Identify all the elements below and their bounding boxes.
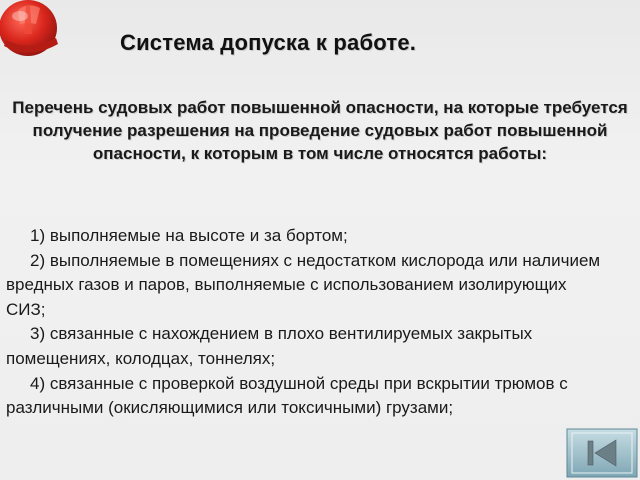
- first-slide-icon[interactable]: [566, 428, 638, 478]
- slide-heading: Перечень судовых работ повышенной опасности, на которые требуется получение разрешения на проведение судовых работ повышенной опасности, к которым в том числе относятся работы:: [12, 98, 628, 163]
- list-item: 1) выполняемые на высоте и за бортом;: [30, 226, 348, 245]
- list-item: 4) связанные с проверкой воздушной среды при вскрытии трюмов с различными (окисляющимися или токсичными) грузами;: [6, 373, 568, 418]
- hard-hat-icon: [0, 0, 62, 58]
- list-item: 2) выполняемые в помещениях с недостатком кислорода или наличием вредных газов и паров, выполняемые с использованием изолирующих СИЗ;: [6, 250, 601, 319]
- slide-title: Система допуска к работе.: [120, 30, 417, 55]
- work-list: [6, 224, 606, 421]
- list-item: 3) связанные с нахождением в плохо вентилируемых закрытых помещениях, колодцах, тоннелях;: [6, 324, 533, 368]
